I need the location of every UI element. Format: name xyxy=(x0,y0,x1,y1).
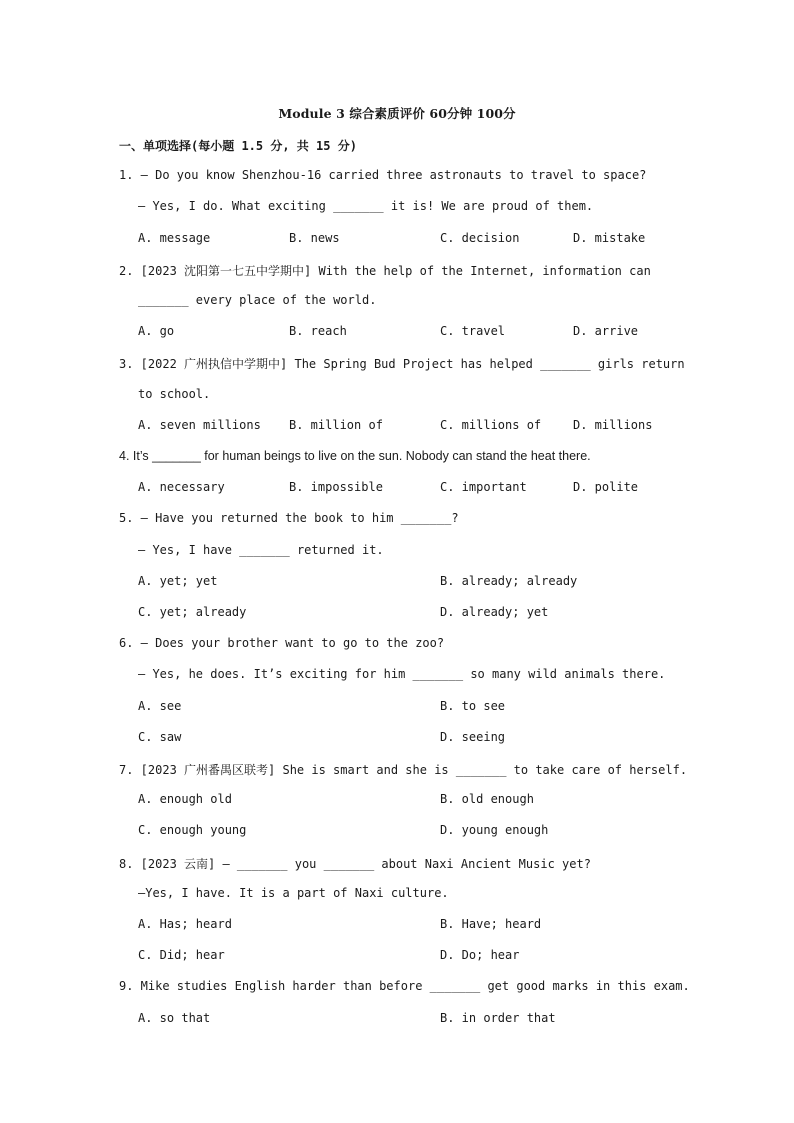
question-4-option-d: D. polite xyxy=(573,480,639,494)
question-5-option-b: B. already; already xyxy=(440,574,578,588)
question-7-option-c: C. enough young xyxy=(138,823,247,837)
question-1-option-b: B. news xyxy=(289,231,340,245)
question-6-option-c: C. saw xyxy=(138,730,182,744)
question-8-stem: 8. [2023 云南] — _______ you _______ about Naxi Ancient Music yet? xyxy=(119,857,591,871)
question-7-option-d: D. young enough xyxy=(440,823,549,837)
question-9-option-b: B. in order that xyxy=(440,1011,556,1025)
question-5-option-a: A. yet; yet xyxy=(138,574,218,588)
question-5-option-d: D. already; yet xyxy=(440,605,549,619)
question-3-option-c: C. millions of xyxy=(440,418,542,432)
question-3-option-d: D. millions xyxy=(573,418,653,432)
question-1-stem: 1. — Do you know Shenzhou-16 carried three astronauts to travel to space? xyxy=(119,168,647,182)
question-9-stem: 9. Mike studies English harder than before _______ get good marks in this exam. xyxy=(119,979,690,993)
question-3-option-b: B. million of xyxy=(289,418,383,432)
page-title: Module 3 综合素质评价 60分钟 100分 xyxy=(278,106,516,121)
question-1-option-c: C. decision xyxy=(440,231,520,245)
question-5-option-c: C. yet; already xyxy=(138,605,247,619)
question-8-option-a: A. Has; heard xyxy=(138,917,232,931)
question-8-option-c: C. Did; hear xyxy=(138,948,225,962)
question-6-option-d: D. seeing xyxy=(440,730,506,744)
section-heading: 一、单项选择(每小题 1.5 分, 共 15 分) xyxy=(119,139,357,153)
question-2-stem-cont: _______ every place of the world. xyxy=(138,293,377,307)
question-1-stem-cont: — Yes, I do. What exciting _______ it is! We are proud of them. xyxy=(138,199,594,213)
question-2-option-a: A. go xyxy=(138,324,175,338)
question-4-option-c: C. important xyxy=(440,480,527,494)
question-6-stem-cont: — Yes, he does. It’s exciting for him _______ so many wild animals there. xyxy=(138,667,666,681)
question-8-option-b: B. Have; heard xyxy=(440,917,542,931)
question-6-option-a: A. see xyxy=(138,699,182,713)
question-3-option-a: A. seven millions xyxy=(138,418,261,432)
question-8-stem-cont: —Yes, I have. It is a part of Naxi culture. xyxy=(138,886,449,900)
question-7-option-b: B. old enough xyxy=(440,792,534,806)
question-3-stem-cont: to school. xyxy=(138,387,211,401)
question-5-stem: 5. — Have you returned the book to him _______? xyxy=(119,511,459,525)
question-4-stem: 4. It’s _______ for human beings to live on the sun. Nobody can stand the heat there. xyxy=(119,449,591,463)
question-6-stem: 6. — Does your brother want to go to the zoo? xyxy=(119,636,445,650)
question-1-option-a: A. message xyxy=(138,231,211,245)
question-8-option-d: D. Do; hear xyxy=(440,948,520,962)
question-6-option-b: B. to see xyxy=(440,699,506,713)
question-2-option-b: B. reach xyxy=(289,324,347,338)
question-2-stem: 2. [2023 沈阳第一七五中学期中] With the help of the Internet, information can xyxy=(119,264,651,278)
question-2-option-c: C. travel xyxy=(440,324,506,338)
question-3-stem: 3. [2022 广州执信中学期中] The Spring Bud Project has helped _______ girls return xyxy=(119,357,685,371)
question-1-option-d: D. mistake xyxy=(573,231,646,245)
question-7-option-a: A. enough old xyxy=(138,792,232,806)
question-4-option-a: A. necessary xyxy=(138,480,225,494)
question-7-stem: 7. [2023 广州番禺区联考] She is smart and she is _______ to take care of herself. xyxy=(119,763,688,777)
question-2-option-d: D. arrive xyxy=(573,324,639,338)
question-4-option-b: B. impossible xyxy=(289,480,383,494)
question-5-stem-cont: — Yes, I have _______ returned it. xyxy=(138,543,384,557)
question-9-option-a: A. so that xyxy=(138,1011,211,1025)
